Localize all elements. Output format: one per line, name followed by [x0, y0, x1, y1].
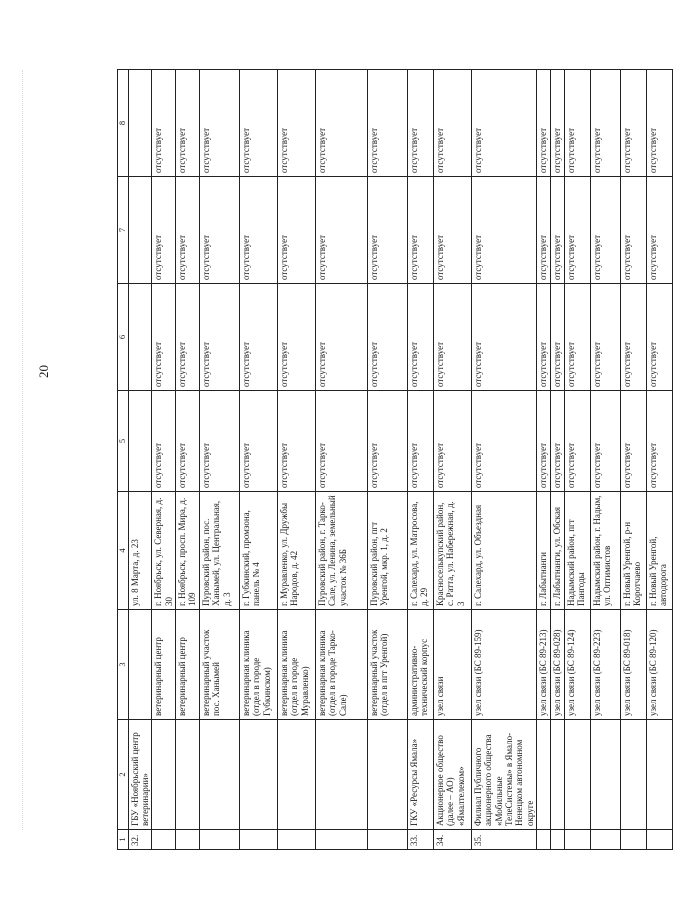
table-cell-num: 34.	[433, 830, 471, 850]
table-row	[128, 70, 152, 850]
table-cell-c5: отсутствует	[315, 391, 367, 492]
page-number: 20	[36, 365, 51, 378]
table-cell-c7: отсутствует	[564, 177, 590, 284]
table-cell-addr: г. Салехард, ул. Объездная	[471, 492, 536, 610]
table-cell-c5: отсутствует	[407, 391, 433, 492]
table-cell-num	[590, 830, 620, 850]
table-cell-c8: отсутствует	[590, 70, 620, 177]
table-cell-c6: отсутствует	[550, 284, 564, 391]
table-cell-addr: г. Ноябрьск, ул. Северная, д. 30	[152, 492, 176, 610]
table-row	[315, 70, 367, 850]
table-cell-obj: узел связи (БС 89-018)	[620, 610, 646, 720]
table-cell-addr: г. Ноябрьск, просп. Мира, д. 109	[176, 492, 200, 610]
table-cell-c8: отсутствует	[471, 70, 536, 177]
table-cell-addr: г. Лабытнанги	[536, 492, 550, 610]
header-cell: 4	[118, 492, 129, 610]
table-cell-c6: отсутствует	[433, 284, 471, 391]
table-cell-c5: отсутствует	[620, 391, 646, 492]
table-cell-org	[550, 720, 564, 830]
table-cell-c6: отсутствует	[315, 284, 367, 391]
scan-margin-marks	[22, 70, 25, 830]
table-cell-org	[367, 720, 407, 830]
table-row	[199, 70, 239, 850]
table-cell-c7: отсутствует	[536, 177, 550, 284]
table-cell-c5: отсутствует	[646, 391, 672, 492]
table-cell-obj: ветеринарный участок пос. Ханымей	[199, 610, 239, 720]
table-cell-org	[564, 720, 590, 830]
header-cell: 8	[118, 70, 129, 177]
table-cell-c5: отсутствует	[564, 391, 590, 492]
table-cell-c7: отсутствует	[277, 177, 315, 284]
table-cell-c8	[128, 70, 152, 177]
table-cell-num	[239, 830, 277, 850]
table-row	[176, 70, 200, 850]
table-cell-obj: узел связи (БС 89-120)	[646, 610, 672, 720]
table-cell-c7: отсутствует	[590, 177, 620, 284]
header-cell: 3	[118, 610, 129, 720]
table-cell-obj: ветеринарная клиника (отдел в городе Муравленко)	[277, 610, 315, 720]
table-cell-c6: отсутствует	[407, 284, 433, 391]
table-cell-c6: отсутствует	[590, 284, 620, 391]
table-cell-c6: отсутствует	[176, 284, 200, 391]
table-cell-c8: отсутствует	[564, 70, 590, 177]
table-cell-c5: отсутствует	[433, 391, 471, 492]
table-cell-addr: г. Лабытнанги, ул. Обская	[550, 492, 564, 610]
table-row	[433, 70, 471, 850]
table-cell-num	[536, 830, 550, 850]
table-cell-org	[620, 720, 646, 830]
table-cell-org	[277, 720, 315, 830]
table-row	[564, 70, 590, 850]
table-row	[536, 70, 550, 850]
table-cell-c8: отсутствует	[536, 70, 550, 177]
table-cell-c8: отсутствует	[367, 70, 407, 177]
table-cell-obj: ветеринарная клиника (отдел в городе Тарко-Сале)	[315, 610, 367, 720]
table-cell-c5: отсутствует	[239, 391, 277, 492]
table-cell-c6: отсутствует	[199, 284, 239, 391]
header-cell: 1	[118, 830, 129, 850]
table-cell-c6: отсутствует	[367, 284, 407, 391]
table-cell-obj: узел связи	[433, 610, 471, 720]
table-cell-obj: узел связи (БС 89-028)	[550, 610, 564, 720]
table-cell-addr: Пуровский район, пос. Ханымей, ул. Центральная, д. 3	[199, 492, 239, 610]
table-row	[620, 70, 646, 850]
table-cell-obj: ветеринарный центр	[176, 610, 200, 720]
table-cell-c5: отсутствует	[471, 391, 536, 492]
table-cell-obj: ветеринарный центр	[152, 610, 176, 720]
table-cell-c7: отсутствует	[471, 177, 536, 284]
table-row	[407, 70, 433, 850]
rotated-table-wrapper	[117, 70, 669, 850]
table-cell-c8: отсутствует	[315, 70, 367, 177]
table-cell-num	[564, 830, 590, 850]
table-cell-c5: отсутствует	[590, 391, 620, 492]
table-row	[277, 70, 315, 850]
table-cell-c8: отсутствует	[176, 70, 200, 177]
table-cell-obj: узел связи (БС 89-124)	[564, 610, 590, 720]
table-cell-org	[152, 720, 176, 830]
table-cell-c7: отсутствует	[620, 177, 646, 284]
table-cell-org	[646, 720, 672, 830]
table-cell-obj: узел связи (БС 89-213)	[536, 610, 550, 720]
table-row	[590, 70, 620, 850]
table-cell-obj: административно-технический корпус	[407, 610, 433, 720]
table-cell-addr: г. Губкинский, промзона, панель № 4	[239, 492, 277, 610]
table-cell-num: 33.	[407, 830, 433, 850]
table-cell-c8: отсутствует	[239, 70, 277, 177]
header-cell: 6	[118, 284, 129, 391]
table-cell-c7: отсутствует	[152, 177, 176, 284]
table-cell-c6	[128, 284, 152, 391]
table-cell-c6: отсутствует	[564, 284, 590, 391]
table-row	[646, 70, 672, 850]
table-cell-c6: отсутствует	[152, 284, 176, 391]
table-cell-org	[315, 720, 367, 830]
table-cell-c5: отсутствует	[277, 391, 315, 492]
table-cell-num	[199, 830, 239, 850]
table-cell-c8: отсутствует	[433, 70, 471, 177]
table-cell-c6: отсутствует	[536, 284, 550, 391]
table-cell-obj: узел связи (БС 89-223)	[590, 610, 620, 720]
table-cell-c7: отсутствует	[199, 177, 239, 284]
table-cell-num	[367, 830, 407, 850]
table-cell-addr: г. Муравленко, ул. Дружбы Народов, д. 42	[277, 492, 315, 610]
table-cell-c7	[128, 177, 152, 284]
table-cell-c5: отсутствует	[199, 391, 239, 492]
table-cell-c5: отсутствует	[176, 391, 200, 492]
table-cell-c8: отсутствует	[620, 70, 646, 177]
table-cell-c6: отсутствует	[239, 284, 277, 391]
table-cell-num	[176, 830, 200, 850]
table-cell-c6: отсутствует	[620, 284, 646, 391]
table-cell-num	[620, 830, 646, 850]
header-cell: 7	[118, 177, 129, 284]
column-number-row	[118, 70, 129, 850]
table-cell-c7: отсутствует	[239, 177, 277, 284]
registry-table	[117, 69, 673, 850]
table-cell-c8: отсутствует	[550, 70, 564, 177]
table-cell-addr: Пуровский район, пгт Уренгой, мкр. 1, д. 2	[367, 492, 407, 610]
table-cell-addr: г. Салехард, ул. Матросова, д. 29	[407, 492, 433, 610]
table-cell-addr: г. Новый Уренгой, р-н Коротчаево	[620, 492, 646, 610]
table-row	[152, 70, 176, 850]
header-cell: 2	[118, 720, 129, 830]
table-cell-org	[590, 720, 620, 830]
table-cell-num: 32.	[128, 830, 152, 850]
table-cell-addr: ул. 8 Марта, д. 23	[128, 492, 152, 610]
table-cell-c8: отсутствует	[646, 70, 672, 177]
table-cell-c5: отсутствует	[550, 391, 564, 492]
table-cell-num	[646, 830, 672, 850]
table-cell-c7: отсутствует	[176, 177, 200, 284]
table-cell-c8: отсутствует	[407, 70, 433, 177]
header-cell: 5	[118, 391, 129, 492]
table-cell-org	[536, 720, 550, 830]
table-cell-c8: отсутствует	[152, 70, 176, 177]
table-cell-c5: отсутствует	[367, 391, 407, 492]
table-row	[239, 70, 277, 850]
table-cell-c7: отсутствует	[315, 177, 367, 284]
table-cell-obj	[128, 610, 152, 720]
table-cell-c6: отсутствует	[471, 284, 536, 391]
table-cell-addr: Надымский район, г. Надым, ул. Оптимистов	[590, 492, 620, 610]
table-cell-org	[176, 720, 200, 830]
table-row	[471, 70, 536, 850]
table-cell-addr: Надымский район, пгт Пангоды	[564, 492, 590, 610]
table-cell-obj: ветеринарный участок (отдел в пгт Уренгой)	[367, 610, 407, 720]
table-cell-num: 35.	[471, 830, 536, 850]
table-cell-c7: отсутствует	[433, 177, 471, 284]
table-cell-obj: узел связи (БС 89-159)	[471, 610, 536, 720]
table-cell-c5: отсутствует	[536, 391, 550, 492]
table-cell-addr: Пуровский район, г. Тарко-Сале, ул. Ленина, земельный участок № 36Б	[315, 492, 367, 610]
table-cell-org: Акционерное общество (далее – АО) «Ямалтелеком»	[433, 720, 471, 830]
table-cell-org: ГКУ «Ресурсы Ямала»	[407, 720, 433, 830]
table-cell-c8: отсутствует	[277, 70, 315, 177]
table-cell-org: Филиал Публичного акционерного общества «Мобильные ТелеСистемы» в Ямало-Ненецком автономном округе	[471, 720, 536, 830]
table-cell-num	[152, 830, 176, 850]
table-cell-c7: отсутствует	[646, 177, 672, 284]
table-cell-org: ГБУ «Ноябрьский центр ветеринарии»	[128, 720, 152, 830]
table-cell-c6: отсутствует	[646, 284, 672, 391]
table-cell-num	[550, 830, 564, 850]
table-row	[550, 70, 564, 850]
table-cell-addr: Красноселькупский район, с. Ратта, ул. Набережная, д. 3	[433, 492, 471, 610]
table-cell-c7: отсутствует	[407, 177, 433, 284]
table-cell-c7: отсутствует	[367, 177, 407, 284]
table-cell-c8: отсутствует	[199, 70, 239, 177]
table-cell-num	[315, 830, 367, 850]
table-cell-org	[239, 720, 277, 830]
table-cell-org	[199, 720, 239, 830]
table-cell-num	[277, 830, 315, 850]
table-cell-c5: отсутствует	[152, 391, 176, 492]
table-cell-obj: ветеринарная клиника (отдел в городе Губкинском)	[239, 610, 277, 720]
table-cell-c5	[128, 391, 152, 492]
table-row	[367, 70, 407, 850]
table-cell-c7: отсутствует	[550, 177, 564, 284]
table-cell-c6: отсутствует	[277, 284, 315, 391]
table-cell-addr: г. Новый Уренгой, автодорога	[646, 492, 672, 610]
